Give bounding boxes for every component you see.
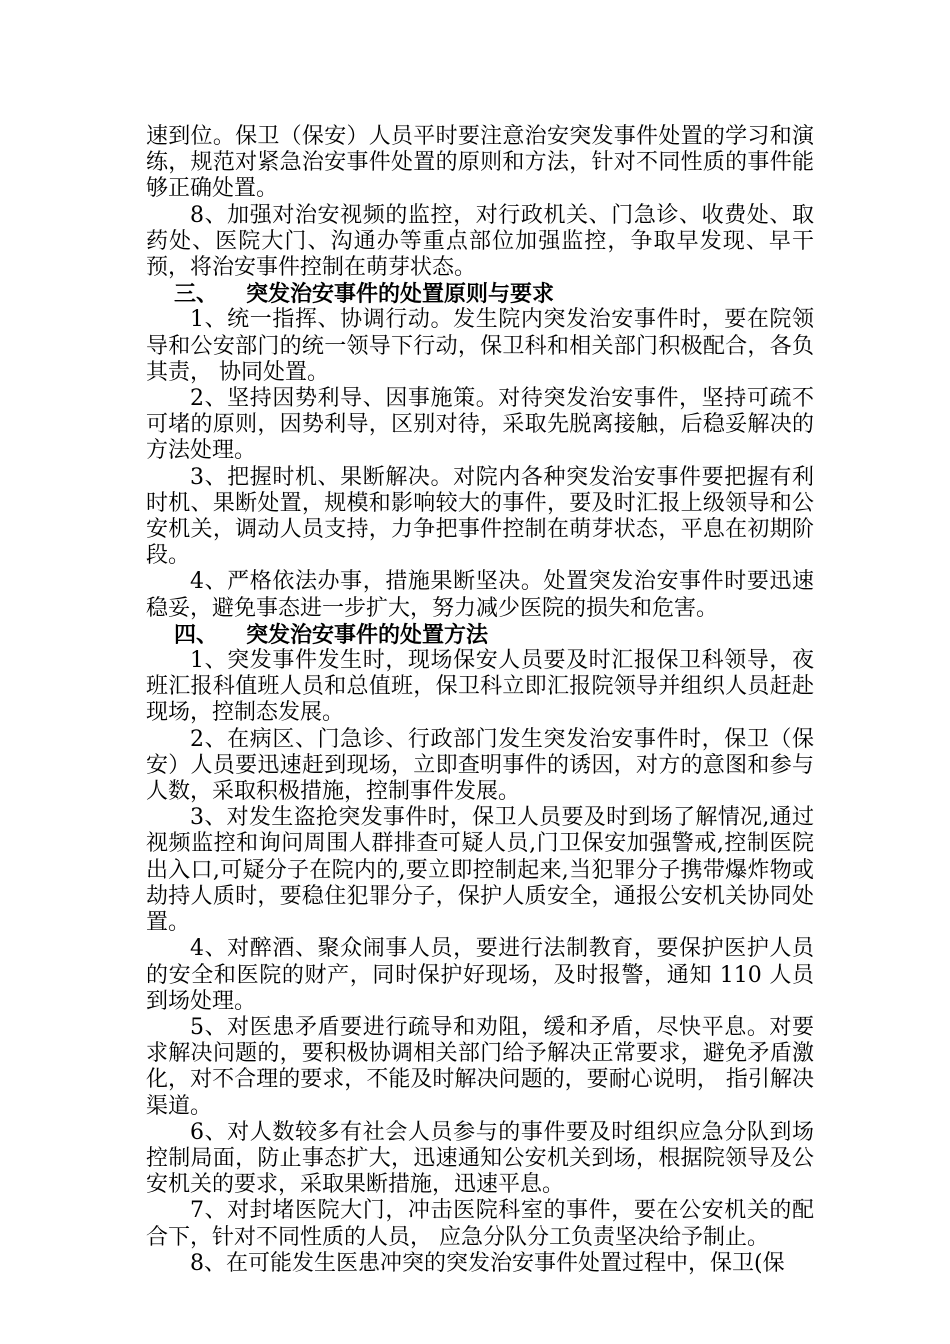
body-paragraph: 6、对人数较多有社会人员参与的事件要及时组织应急分队到场控制局面，防止事态扩大，迅速通知公安机关到场，根据院领导及公安机关的要求，采取果断措施，迅速平息。	[146, 1119, 814, 1198]
body-paragraph: 8、加强对治安视频的监控，对行政机关、门急诊、收费处、取药处、医院大门、沟通办等重点部位加强监控，争取早发现、早干预，将治安事件控制在萌芽状态。	[146, 202, 814, 281]
section-number: 三、	[174, 281, 219, 308]
body-paragraph: 4、严格依法办事，措施果断坚决。处置突发治安事件时要迅速稳妥，避免事态进一步扩大，努力减少医院的损失和危害。	[146, 569, 814, 621]
body-paragraph: 1、突发事件发生时，现场保安人员要及时汇报保卫科领导，夜班汇报科值班人员和总值班，保卫科立即汇报院领导并组织人员赶赴现场，控制态发展。	[146, 648, 814, 726]
body-paragraph: 4、对醉酒、聚众闹事人员，要进行法制教育，要保护医护人员的安全和医院的财产，同时保护好现场，及时报警，通知 110 人员到场处理。	[146, 936, 814, 1014]
body-paragraph: 3、把握时机、果断解决。对院内各种突发治安事件要把握有利时机、果断处置，规模和影响较大的事件，要及时汇报上级领导和公安机关，调动人员支持，力争把事件控制在萌芽状态，平息在初期阶段。	[146, 464, 814, 569]
document-page	[146, 124, 814, 1277]
body-paragraph: 7、对封堵医院大门，冲击医院科室的事件，要在公安机关的配合下，针对不同性质的人员， 应急分队分工负责坚决给予制止。	[146, 1198, 814, 1250]
body-paragraph: 3、对发生盗抢突发事件时，保卫人员要及时到场了解情况,通过视频监控和询问周围人群排查可疑人员,门卫保安加强警戒,控制医院出入口,可疑分子在院内的,要立即控制起来,当犯罪分子携带爆炸物或劫持人质时，要稳住犯罪分子，保护人质安全，通报公安机关协同处置。	[146, 805, 814, 936]
body-paragraph: 2、在病区、门急诊、行政部门发生突发治安事件时，保卫（保安）人员要迅速赶到现场，立即查明事件的诱因，对方的意图和参与人数，采取积极措施，控制事件发展。	[146, 726, 814, 805]
section-title: 突发治安事件的处置原则与要求	[246, 281, 555, 308]
body-paragraph: 8、在可能发生医患冲突的突发治安事件处置过程中，保卫(保	[190, 1250, 785, 1276]
section-heading	[146, 622, 814, 648]
section-title: 突发治安事件的处置方法	[246, 621, 489, 648]
body-paragraph: 2、坚持因势利导、因事施策。对待突发治安事件，坚持可疏不可堵的原则，因势利导，区别对待，采取先脱离接触，后稳妥解决的方法处理。	[146, 386, 814, 464]
section-heading	[146, 281, 814, 307]
body-paragraph: 5、对医患矛盾要进行疏导和劝阻，缓和矛盾，尽快平息。对要求解决问题的，要积极协调相关部门给予解决正常要求，避免矛盾激化，对不合理的要求，不能及时解决问题的，要耐心说明， 指引解决渠道。	[146, 1014, 814, 1119]
section-number: 四、	[174, 621, 219, 648]
body-paragraph: 1、统一指挥、协调行动。发生院内突发治安事件时，要在院领导和公安部门的统一领导下行动，保卫科和相关部门积极配合，各负其责， 协同处置。	[146, 307, 814, 385]
body-paragraph: 速到位。保卫（保安）人员平时要注意治安突发事件处置的学习和演练，规范对紧急治安事件处置的原则和方法，针对不同性质的事件能够正确处置。	[146, 124, 814, 202]
